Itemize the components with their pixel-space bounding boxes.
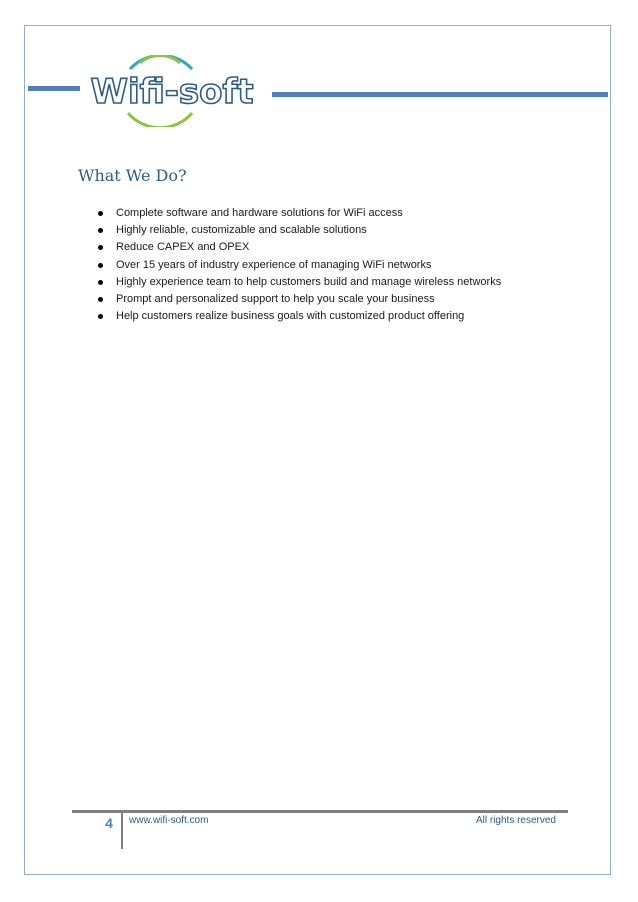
header-rule-right <box>272 92 608 97</box>
feature-list <box>96 205 501 325</box>
wifi-soft-logo <box>80 55 265 127</box>
list-item: Reduce CAPEX and OPEX <box>96 239 501 256</box>
bullet-icon <box>98 211 103 216</box>
bullet-icon <box>98 245 103 250</box>
header-rule-left <box>28 86 80 91</box>
list-item: Prompt and personalized support to help you scale your business <box>96 291 501 308</box>
list-item: Help customers realize business goals with customized product offering <box>96 308 501 325</box>
section-heading: What We Do? <box>78 166 187 185</box>
logo-wordmark: Wifi-soft <box>90 72 254 112</box>
footer-rights: All rights reserved <box>475 815 556 826</box>
page-number: 4 <box>105 815 113 831</box>
bullet-icon <box>98 314 103 319</box>
page-border <box>24 25 611 875</box>
bullet-icon <box>98 263 103 268</box>
footer-divider <box>121 813 123 849</box>
footer-rule <box>72 810 568 813</box>
list-item: Complete software and hardware solutions for WiFi access <box>96 205 501 222</box>
footer-url-link[interactable]: www.wifi-soft.com <box>129 815 209 826</box>
list-item: Highly experience team to help customers build and manage wireless networks <box>96 274 501 291</box>
list-item: Over 15 years of industry experience of managing WiFi networks <box>96 257 501 274</box>
list-item: Highly reliable, customizable and scalable solutions <box>96 222 501 239</box>
logo-arc-bottom <box>128 113 192 127</box>
bullet-icon <box>98 280 103 285</box>
bullet-icon <box>98 228 103 233</box>
bullet-icon <box>98 297 103 302</box>
